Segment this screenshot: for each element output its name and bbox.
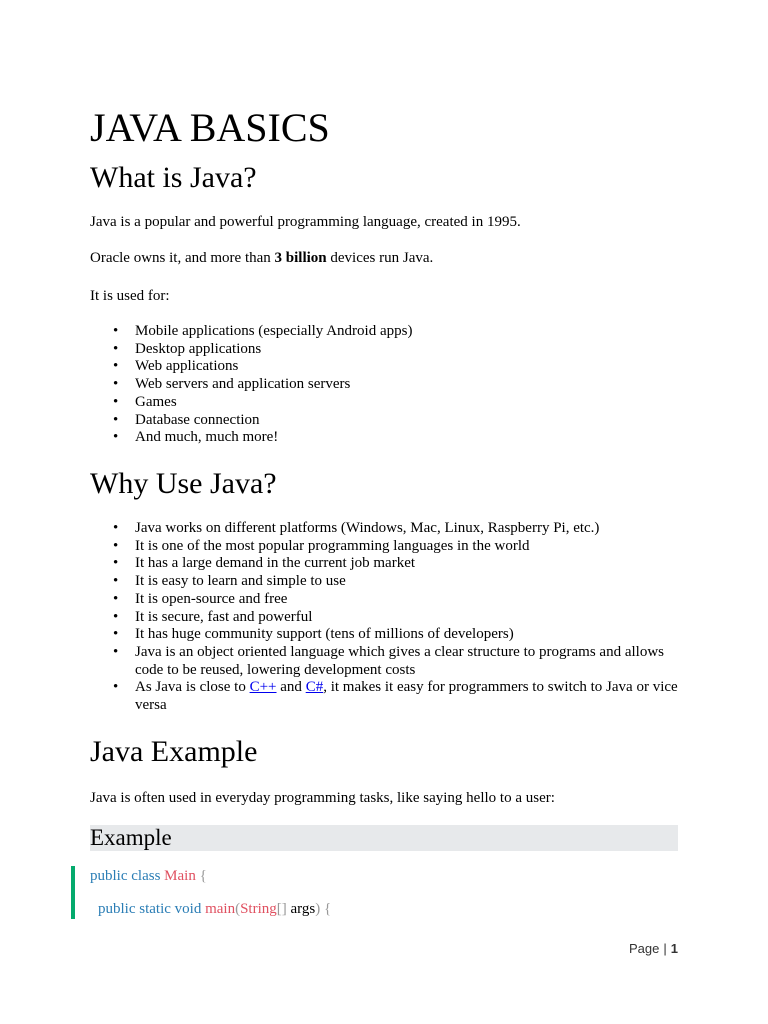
- list-item-text: It has huge community support (tens of millions of developers): [135, 626, 514, 643]
- page-footer: [629, 940, 678, 958]
- list-item-text: Web servers and application servers: [135, 376, 351, 393]
- code-type: String: [240, 901, 277, 917]
- bullet-icon: •: [113, 393, 119, 410]
- code-line-2: [98, 900, 331, 918]
- page-number: 1: [670, 941, 678, 956]
- bullet-icon: •: [113, 573, 119, 590]
- bullet-icon: •: [113, 358, 119, 375]
- example-intro-paragraph: Java is often used in everyday programming tasks, like saying hello to a user:: [90, 790, 555, 806]
- page-separator: |: [663, 941, 667, 956]
- page-title: JAVA BASICS: [90, 105, 330, 150]
- last-item-pre: As Java is close to: [135, 679, 250, 696]
- used-for-paragraph: It is used for:: [90, 288, 170, 304]
- code-line-1: [90, 867, 207, 885]
- oracle-text-post: devices run Java.: [326, 250, 434, 266]
- list-item: [90, 394, 680, 412]
- list-item: [90, 341, 680, 359]
- code-keyword: void: [174, 901, 202, 917]
- code-brace: {: [199, 868, 207, 884]
- bullet-icon: •: [113, 520, 119, 536]
- list-item: [90, 591, 680, 609]
- bullet-icon: •: [113, 537, 119, 554]
- list-item: [90, 538, 680, 556]
- list-item: [90, 376, 680, 394]
- code-keyword: public: [98, 901, 136, 917]
- list-item-text: It is open-source and free: [135, 590, 288, 607]
- heading-java-example: Java Example: [90, 735, 258, 768]
- list-item-text: It has a large demand in the current job market: [135, 555, 416, 572]
- list-item: [90, 323, 680, 341]
- oracle-text-pre: Oracle owns it, and more than: [90, 250, 275, 266]
- list-item-text: Desktop applications: [135, 340, 262, 357]
- code-keyword: public: [90, 868, 128, 884]
- last-item-mid: and: [276, 679, 306, 696]
- bullet-icon: •: [113, 411, 119, 428]
- code-classname: Main: [164, 868, 196, 884]
- code-keyword: class: [131, 868, 161, 884]
- list-item: [90, 573, 680, 591]
- list-item: [90, 429, 680, 447]
- oracle-text-bold: 3 billion: [274, 250, 327, 266]
- bullet-icon: •: [113, 679, 119, 696]
- list-item-text: Web applications: [135, 358, 239, 375]
- example-header: [90, 825, 678, 851]
- intro-paragraph: Java is a popular and powerful programming language, created in 1995.: [90, 214, 521, 230]
- reasons-list: [90, 520, 680, 715]
- bullet-icon: •: [113, 323, 119, 339]
- page-label: Page: [629, 941, 660, 956]
- list-item-text: And much, much more!: [135, 429, 279, 446]
- csharp-link[interactable]: C#: [305, 679, 324, 696]
- list-item: [90, 644, 680, 679]
- bullet-icon: •: [113, 340, 119, 357]
- list-item: [90, 609, 680, 627]
- code-keyword: static: [139, 901, 171, 917]
- list-item-text: It is secure, fast and powerful: [135, 608, 313, 625]
- code-accent-bar: [71, 866, 75, 919]
- oracle-paragraph: [90, 249, 433, 267]
- bullet-icon: •: [113, 626, 119, 643]
- heading-why-use-java: Why Use Java?: [90, 467, 277, 500]
- bullet-icon: •: [113, 590, 119, 607]
- code-brackets: []: [276, 901, 287, 917]
- list-item: [90, 358, 680, 376]
- bullet-icon: •: [113, 643, 119, 660]
- list-item-text: Games: [135, 393, 177, 410]
- bullet-icon: •: [113, 608, 119, 625]
- code-paren: (: [235, 901, 241, 917]
- list-item-text: Java is an object oriented language which gives a clear structure to programs and allows code to be reused, lowering development costs: [135, 643, 664, 678]
- bullet-icon: •: [113, 555, 119, 572]
- code-method: main: [205, 901, 236, 917]
- list-item: [90, 520, 680, 538]
- list-item-text: Database connection: [135, 411, 260, 428]
- list-item-text: It is easy to learn and simple to use: [135, 573, 346, 590]
- list-item-text: Java works on different platforms (Windows, Mac, Linux, Raspberry Pi, etc.): [135, 520, 600, 536]
- list-item-text: Mobile applications (especially Android apps): [135, 323, 413, 339]
- list-item: [90, 412, 680, 430]
- uses-list: [90, 323, 680, 447]
- last-item-post: , it makes it easy for programmers to switch to Java or vice versa: [135, 679, 678, 714]
- code-brace: {: [324, 901, 332, 917]
- bullet-icon: •: [113, 429, 119, 446]
- list-item-text: It is one of the most popular programming languages in the world: [135, 537, 530, 554]
- cpp-link[interactable]: C++: [249, 679, 277, 696]
- code-arg: args: [290, 901, 316, 917]
- bullet-icon: •: [113, 376, 119, 393]
- example-label: Example: [90, 825, 172, 850]
- code-paren: ): [315, 901, 321, 917]
- heading-what-is-java: What is Java?: [90, 161, 257, 194]
- list-item: [90, 626, 680, 644]
- list-item: [90, 555, 680, 573]
- list-item: [90, 679, 680, 714]
